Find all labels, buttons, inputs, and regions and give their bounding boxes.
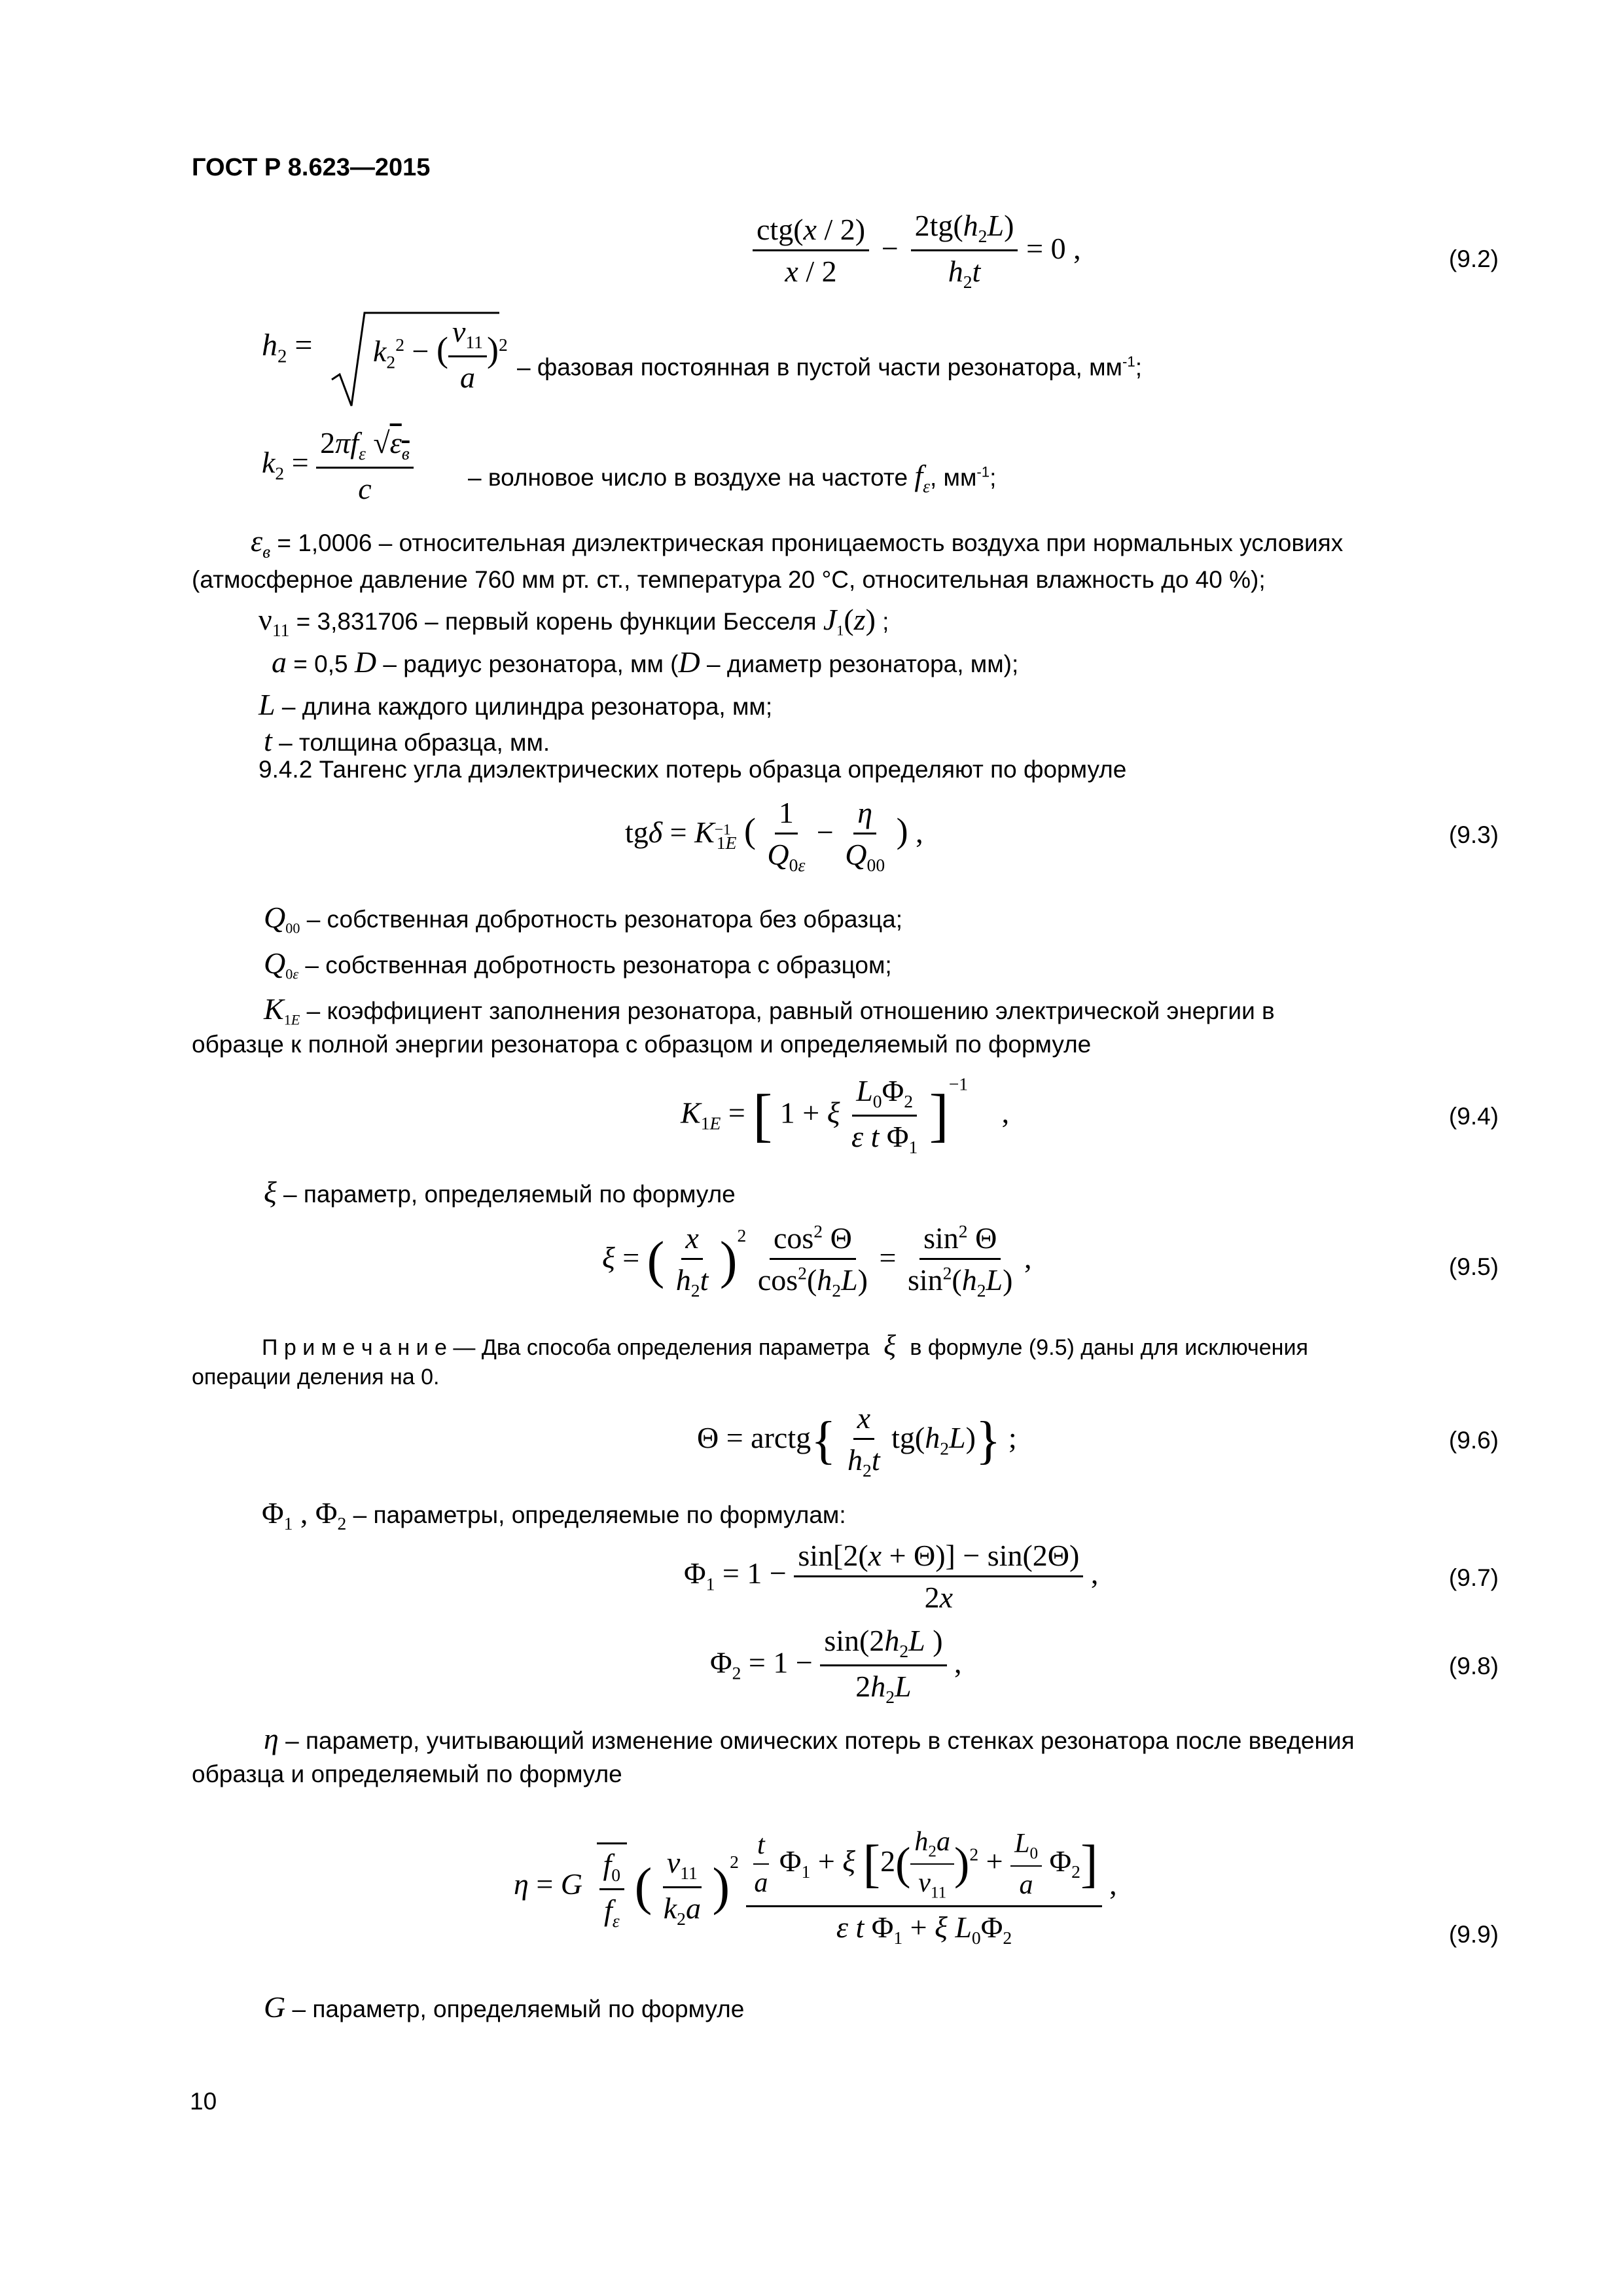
formula-k2: $k_2$ = $\frac{2\pi f_\varepsilon √\varepsilon_в}{c}$ — [262, 425, 414, 506]
equation-9-5: ξ = ( $\frac{x}{h_2t}$ )$^2$ $\frac{\cos^2 \Theta}{\cos^2(h_2L)}$ = $\frac{\sin^2 \Theta}{\sin^2(h_2L)}$ , — [602, 1221, 1032, 1301]
k2-description: – волновое число в воздухе на частоте $f_\varepsilon$, $мм^{-1}$; — [468, 459, 997, 497]
K1E-description-2: образце к полной энергии резонатора с образцом и определяемый по формуле — [192, 1031, 1092, 1058]
note-line-1: П р и м е ч а н и е — Два способа определения параметра ξ в формуле (9.5) даны для исключения — [262, 1329, 1308, 1361]
equation-number-9-8: (9.8) — [1448, 1653, 1499, 1679]
equation-9-9: η = G $\frac{f_0}{f_\varepsilon}$ ( $\frac{\nu_{11}}{k_2a}$ )$^2$ $\frac{t}{a}$ $\Phi_1 + \xi$ [2( $\frac{h_2a}{\nu_{11}}$ )$^2$ + $\frac{L_0}{a}$ $\Phi_2$] ε t $\Phi_1 + \xi$ $L_0\Phi_2$ , — [514, 1827, 1117, 1948]
nu-line: $\nu_{11} = 3,831706$ – первый корень функции Бесселя $J_1(z)$ ; — [259, 603, 889, 641]
formula-h2: $h_2$ = — [262, 328, 313, 367]
h2-description: – фазовая постоянная в пустой части резонатора, $мм^{-1}$; — [517, 353, 1142, 381]
formula-h2-radicand: $k_2^2$ − ( $\frac{\nu_{11}}{a}$ )$^2$ — [373, 315, 508, 395]
a-radius-line: a = 0,5 D – радиус резонатора, мм (D – диаметр резонатора, мм); — [272, 645, 1019, 679]
equation-number-9-5: (9.5) — [1448, 1253, 1499, 1280]
equation-number-9-3: (9.3) — [1448, 821, 1499, 848]
equation-number-9-9: (9.9) — [1448, 1921, 1499, 1948]
note-label: П р и м е ч а н и е — [262, 1335, 447, 1360]
page-number: 10 — [190, 2088, 217, 2115]
equation-9-8: $\Phi_2 = 1$ − $\frac{\sin(2h_2L )}{2h_2L}$ , — [710, 1624, 962, 1708]
K1E-description: $K_{1E}$ – коэффициент заполнения резонатора, равный отношению электрической энергии в — [264, 992, 1275, 1028]
L-length-line: L – длина каждого цилиндра резонатора, мм; — [259, 688, 773, 721]
equation-number-9-7: (9.7) — [1448, 1564, 1499, 1591]
phi-description: $\Phi_1$ , $\Phi_2$ – параметры, определяемые по формулам: — [262, 1496, 846, 1534]
equation-number-9-6: (9.6) — [1448, 1427, 1499, 1454]
note-line-2: операции деления на 0. — [192, 1365, 440, 1390]
epsilon-air-line: $\varepsilon_в = 1,0006$ – относительная диэлектрическая проницаемость воздуха при нормальных условиях — [251, 524, 1344, 562]
eta-description: η – параметр, учитывающий изменение омических потерь в стенках резонатора после введения — [264, 1722, 1355, 1755]
equation-9-6: Θ = arctg{ $\frac{x}{h_2t}$ $tg(h_2L)$} ; — [697, 1401, 1017, 1481]
equation-9-4: $K_{1E}$ = [ 1 + ξ $\frac{L_0\Phi_2}{\varepsilon t \Phi_1}$ ]$^{-1}$ , — [681, 1073, 1010, 1158]
equation-number-9-4: (9.4) — [1448, 1103, 1499, 1130]
Q0e-description: $Q_{0\varepsilon}$ – собственная добротность резонатора с образцом; — [264, 946, 892, 982]
epsilon-air-line-2: (атмосферное давление 760 мм рт. ст., температура 20 °С, относительная влажность до 40 %); — [192, 566, 1266, 593]
equation-9-2: $\frac{\text{ctg(x / 2)}}{x / 2}$ − $\frac{2tg(h_2L)}{h_2t}$ = 0 , — [753, 208, 1081, 293]
equation-9-7: $\Phi_1 = 1$ − $\frac{\sin[2(x + \Theta)] - \sin(2\Theta)}{2x}$ , — [684, 1539, 1099, 1614]
eta-description-2: образца и определяемый по формуле — [192, 1761, 622, 1787]
xi-description: ξ – параметр, определяемый по формуле — [264, 1175, 736, 1209]
G-description: G – параметр, определяемый по формуле — [264, 1990, 745, 2024]
document-header: ГОСТ Р 8.623—2015 — [192, 154, 431, 181]
t-thickness-line: t – толщина образца, мм. — [264, 724, 550, 757]
equation-number-9-2: (9.2) — [1448, 245, 1499, 272]
section-9-4-2: 9.4.2 Тангенс угла диэлектрических потерь образца определяют по формуле — [259, 756, 1127, 783]
Q00-description: $Q_{00}$ – собственная добротность резонатора без образца; — [264, 901, 903, 937]
equation-9-3: $tg\delta = K_{^{-1}1E}$ ( $\frac{1}{Q_{0\varepsilon}}$ − $\frac{\eta}{Q_{00}}$ ) , — [625, 796, 923, 876]
